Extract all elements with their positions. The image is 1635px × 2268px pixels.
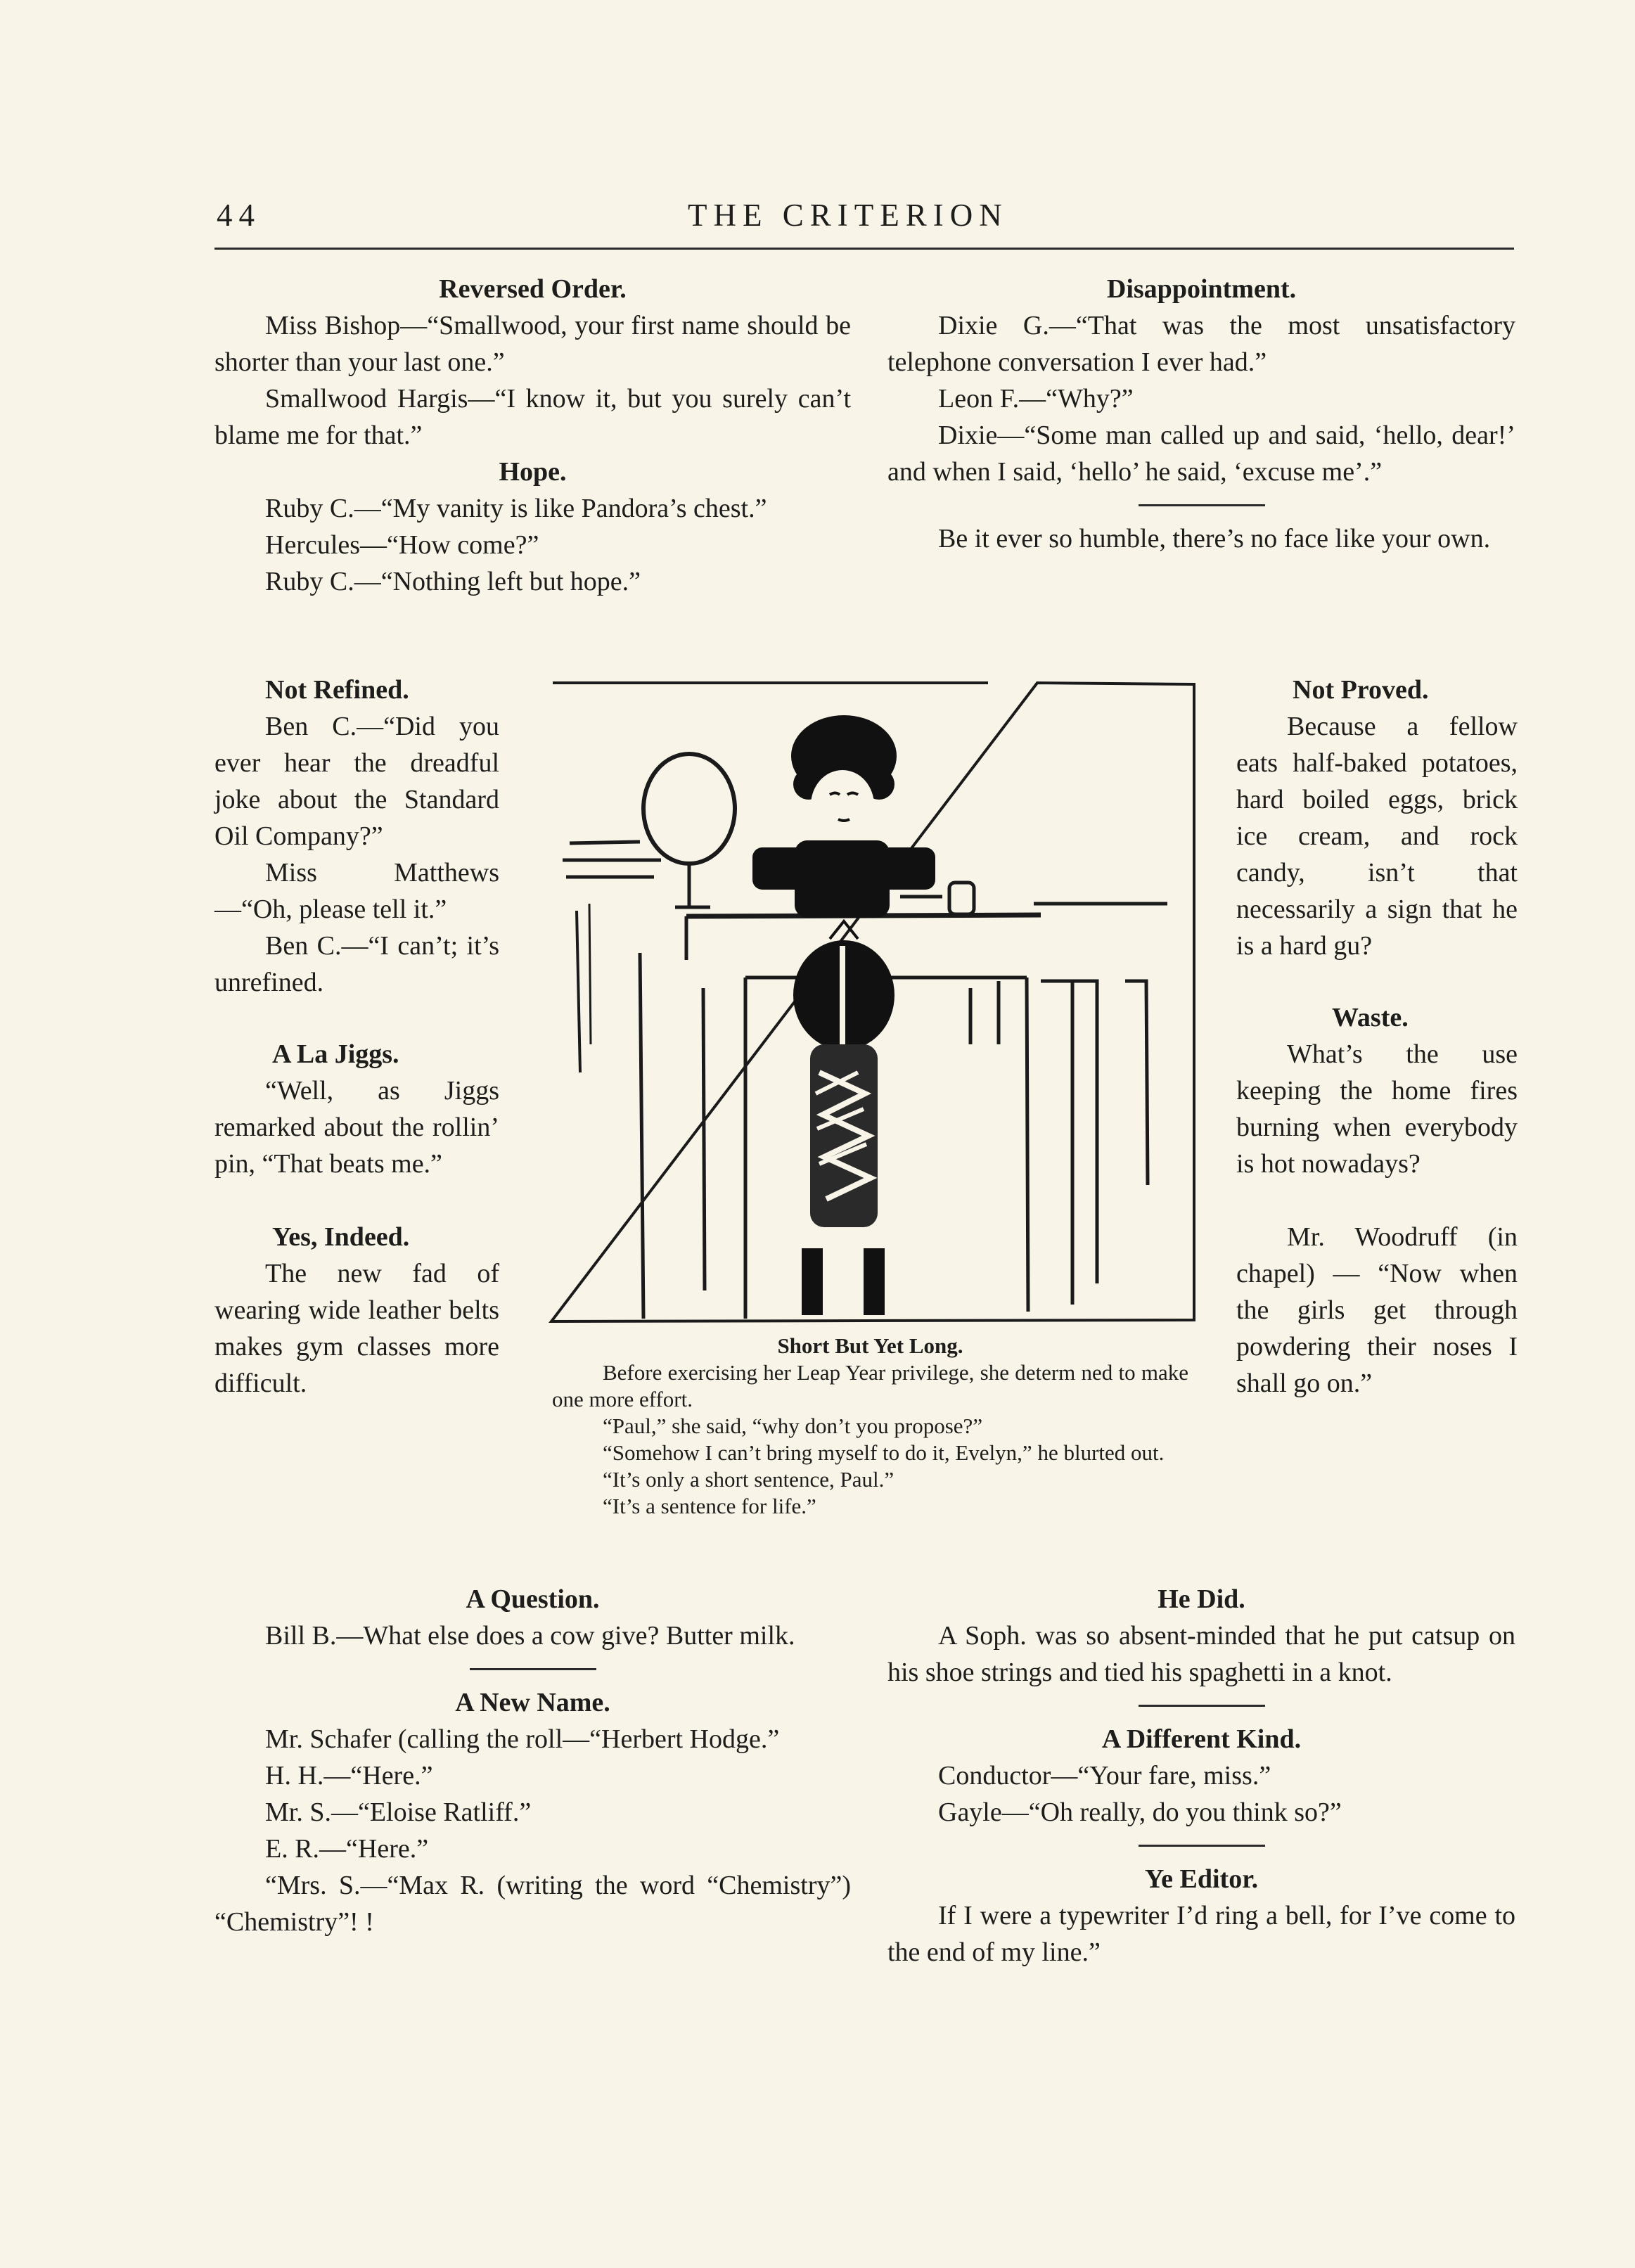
separator-rule (1139, 504, 1265, 506)
bottom-right-column (887, 1581, 1515, 1971)
yes-indeed-title: Yes, Indeed. (272, 1222, 410, 1252)
different-kind-line-2: Gayle—“Oh really, do you think so?” (938, 1798, 1342, 1827)
not-proved-title: Not Proved. (1293, 675, 1429, 705)
top-left-column (214, 271, 851, 600)
he-did-text: A Soph. was so absent-minded that he put catsup on his shoe strings and tied his spaghetti in a knot. (887, 1621, 1515, 1687)
a-new-name-line-3: Mr. S.—“Eloise Ratliff.” (265, 1798, 532, 1827)
left-narrow-column (214, 672, 499, 1402)
caption-line-5: “It’s a sentence for life.” (603, 1494, 816, 1518)
disappointment-title: Disappointment. (1106, 274, 1297, 304)
disappointment-line-1: Dixie G.—“That was the most unsatisfactory telephone conversation I ever had.” (887, 311, 1515, 377)
hope-line-1: Ruby C.—“My vanity is like Pandora’s chest.” (265, 494, 767, 523)
separator-rule (470, 1668, 596, 1670)
different-kind-line-1: Conductor—“Your fare, miss.” (938, 1761, 1271, 1790)
hope-title: Hope. (499, 457, 567, 487)
disappointment-line-2: Leon F.—“Why?” (938, 384, 1134, 414)
bottom-left-column (214, 1581, 851, 1940)
he-did-title: He Did. (1158, 1584, 1245, 1614)
caption-line-2: “Paul,” she said, “why don’t you propose?” (603, 1414, 983, 1438)
a-question-text: Bill B.—What else does a cow give? Butter milk. (265, 1621, 795, 1651)
ye-editor-text: If I were a typewriter I’d ring a bell, for I’ve come to the end of my line.” (887, 1901, 1515, 1967)
reversed-order-title: Reversed Order. (439, 274, 627, 304)
top-right-column (887, 271, 1515, 557)
waste-text: What’s the use keeping the home fires burning when everybody is hot nowadays? (1236, 1039, 1518, 1179)
not-refined-line-1: Ben C.—“Did you ever hear the dreadful joke about the Standard Oil Company?” (214, 712, 499, 851)
different-kind-title: A Different Kind. (1101, 1724, 1302, 1754)
caption-line-4: “It’s only a short sentence, Paul.” (603, 1467, 895, 1492)
a-new-name-title: A New Name. (455, 1688, 610, 1717)
a-la-jiggs-text: “Well, as Jiggs remarked about the rollin’ pin, “That beats me.” (214, 1076, 499, 1179)
a-new-name-line-1: Mr. Schafer (calling the roll—“Herbert Hodge.” (265, 1724, 780, 1754)
woodruff-text: Mr. Woodruff (in chapel) — “Now when the girls get through powdering their noses I shall go on.” (1236, 1222, 1518, 1398)
header-rule (214, 248, 1514, 250)
right-narrow-column (1236, 672, 1518, 1402)
cartoon-drawing (549, 679, 1199, 1326)
not-refined-title: Not Refined. (265, 675, 409, 705)
caption-title: Short But Yet Long. (777, 1333, 963, 1358)
caption-line-1: Before exercising her Leap Year privilege, she determ ned to make one more effort. (552, 1360, 1188, 1411)
cartoon-illustration (549, 679, 1199, 1326)
waste-title: Waste. (1332, 1003, 1409, 1032)
humble-text: Be it ever so humble, there’s no face like your own. (938, 524, 1491, 553)
disappointment-line-3: Dixie—“Some man called up and said, ‘hello, dear!’ and when I said, ‘hello’ he said, ‘excuse me’.” (887, 421, 1515, 487)
reversed-order-line-2: Smallwood Hargis—“I know it, but you surely can’t blame me for that.” (214, 384, 851, 450)
journal-title: THE CRITERION (688, 198, 1008, 233)
a-la-jiggs-title: A La Jiggs. (272, 1039, 399, 1069)
yes-indeed-text: The new fad of wearing wide leather belts makes gym classes more difficult. (214, 1259, 499, 1398)
not-refined-line-3: Ben C.—“I can’t; it’s unrefined. (214, 931, 499, 997)
a-new-name-line-2: H. H.—“Here.” (265, 1761, 433, 1790)
a-new-name-line-5: “Mrs. S.—“Max R. (writing the word “Chemistry”) “Chemistry”! ! (214, 1871, 851, 1937)
caption-line-3: “Somehow I can’t bring myself to do it, Evelyn,” he blurted out. (603, 1440, 1165, 1465)
page-number: 44 (217, 198, 261, 233)
illustration-caption (552, 1333, 1188, 1520)
hope-line-3: Ruby C.—“Nothing left but hope.” (265, 567, 641, 596)
not-refined-line-2: Miss Matthews—“Oh, please tell it.” (214, 858, 499, 924)
not-proved-text: Because a fellow eats half-baked potatoes, hard boiled eggs, brick ice cream, and rock candy, isn’t that necessarily a sign that he is a hard gu? (1236, 712, 1518, 961)
a-new-name-line-4: E. R.—“Here.” (265, 1834, 429, 1864)
ye-editor-title: Ye Editor. (1144, 1864, 1259, 1894)
reversed-order-line-1: Miss Bishop—“Smallwood, your first name should be shorter than your last one.” (214, 311, 851, 377)
separator-rule (1139, 1845, 1265, 1847)
hope-line-2: Hercules—“How come?” (265, 530, 539, 560)
a-question-title: A Question. (466, 1584, 600, 1614)
separator-rule (1139, 1705, 1265, 1707)
